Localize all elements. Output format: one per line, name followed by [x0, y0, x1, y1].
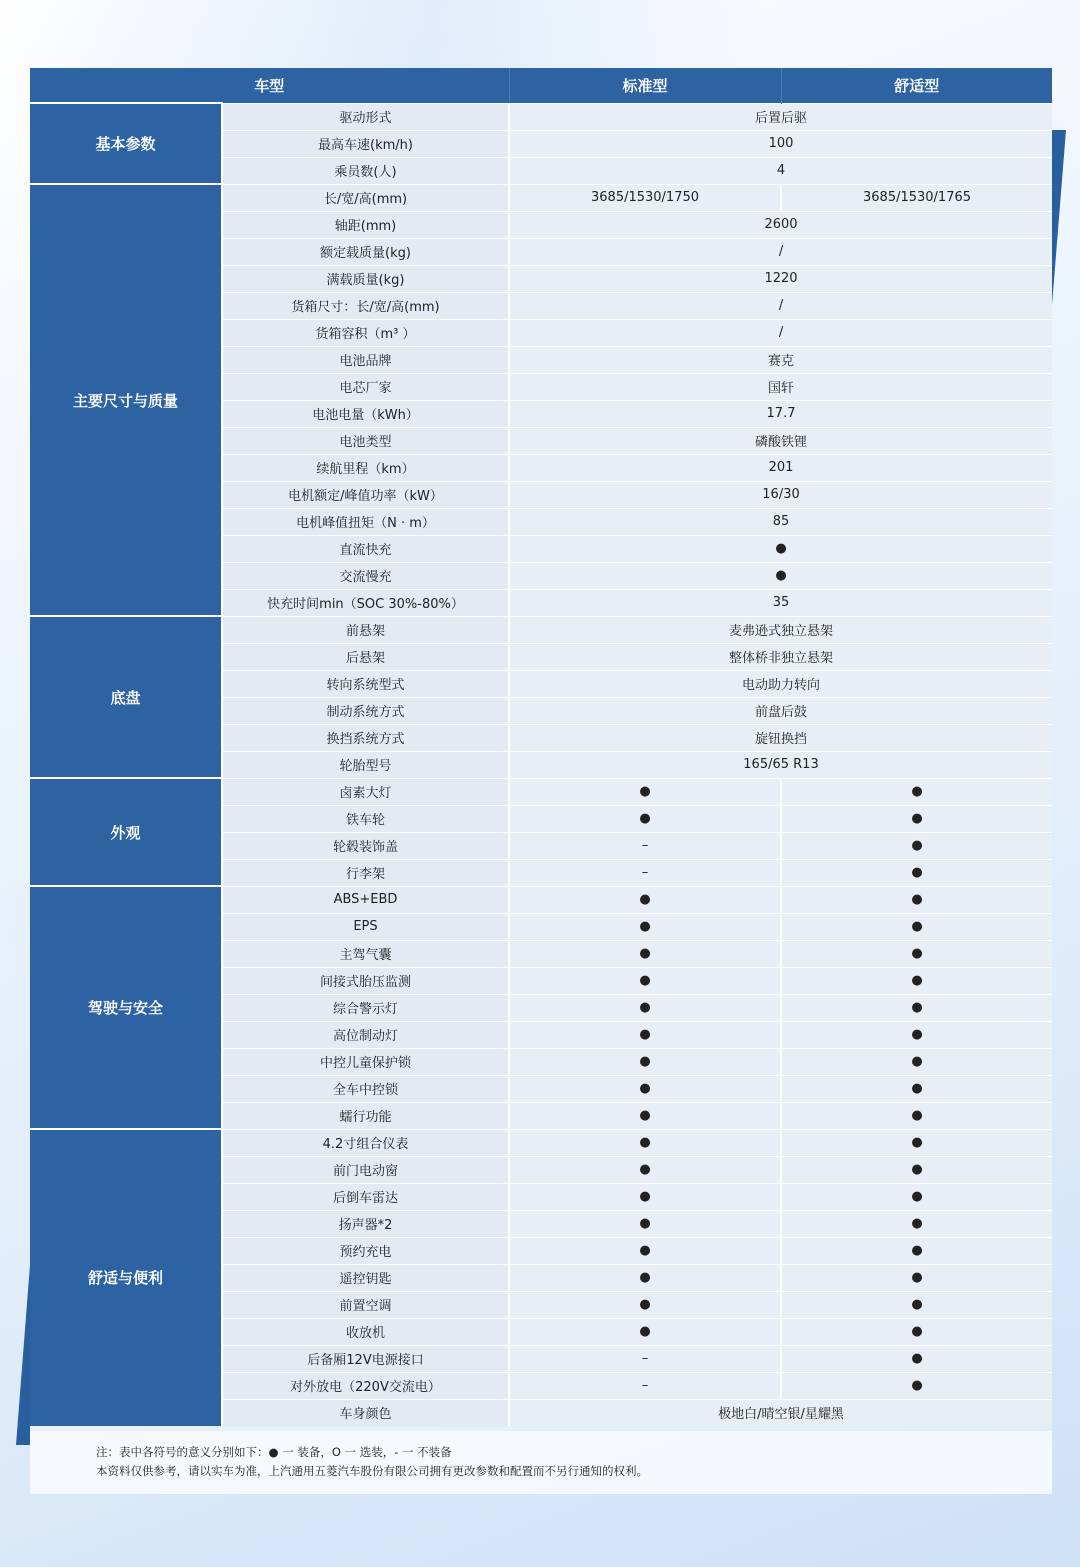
spec-value-comfort: ● [781, 859, 1052, 886]
spec-item-name: 卤素大灯 [222, 778, 509, 805]
spec-value-shared: / [509, 292, 1052, 319]
spec-item-name: 驱动形式 [222, 103, 509, 130]
spec-value-shared: / [509, 238, 1052, 265]
spec-value-shared: ● [509, 535, 1052, 562]
corner-accent-left [16, 1265, 30, 1445]
spec-item-name: 电池品牌 [222, 346, 509, 373]
spec-value-standard: – [509, 832, 781, 859]
spec-item-name: 货箱尺寸：长/宽/高(mm) [222, 292, 509, 319]
spec-value-comfort: ● [781, 886, 1052, 913]
spec-value-comfort: ● [781, 1075, 1052, 1102]
spec-item-name: 电机额定/峰值功率（kW） [222, 481, 509, 508]
category-label: 驾驶与安全 [30, 886, 222, 1129]
spec-value-standard: – [509, 859, 781, 886]
spec-value-shared: 电动助力转向 [509, 670, 1052, 697]
table-row [30, 184, 1052, 211]
footer-notes [30, 1431, 1052, 1494]
spec-table [30, 68, 1052, 1426]
spec-item-name: 前悬架 [222, 616, 509, 643]
spec-item-name: 电池电量（kWh） [222, 400, 509, 427]
spec-value-standard: ● [509, 1237, 781, 1264]
spec-item-name: 前门电动窗 [222, 1156, 509, 1183]
category-label: 外观 [30, 778, 222, 886]
spec-value-comfort: ● [781, 832, 1052, 859]
spec-item-name: 最高车速(km/h) [222, 130, 509, 157]
spec-value-shared: 旋钮换挡 [509, 724, 1052, 751]
spec-value-standard: ● [509, 1048, 781, 1075]
spec-value-comfort: ● [781, 1156, 1052, 1183]
spec-value-shared: 磷酸铁锂 [509, 427, 1052, 454]
spec-item-name: 综合警示灯 [222, 994, 509, 1021]
spec-value-standard: ● [509, 886, 781, 913]
spec-value-comfort: ● [781, 940, 1052, 967]
disclaimer-text: 本资料仅供参考，请以实车为准，上汽通用五菱汽车股份有限公司拥有更改参数和配置而不另行通知的权利。 [96, 1464, 648, 1478]
spec-value-comfort: ● [781, 778, 1052, 805]
spec-value-standard: – [509, 1372, 781, 1399]
background-decoration [0, 0, 1080, 70]
spec-value-shared: / [509, 319, 1052, 346]
spec-item-name: 主驾气囊 [222, 940, 509, 967]
table-row [30, 616, 1052, 643]
spec-item-name: 货箱容积（m³ ） [222, 319, 509, 346]
spec-value-shared: 麦弗逊式独立悬架 [509, 616, 1052, 643]
spec-value-shared: 前盘后鼓 [509, 697, 1052, 724]
spec-value-shared: 17.7 [509, 400, 1052, 427]
spec-value-comfort: ● [781, 1102, 1052, 1129]
header-model: 车型 [30, 68, 509, 103]
spec-value-comfort: ● [781, 1129, 1052, 1156]
spec-value-standard: ● [509, 805, 781, 832]
spec-value-standard: ● [509, 1210, 781, 1237]
spec-value-standard: ● [509, 1021, 781, 1048]
spec-item-name: 前置空调 [222, 1291, 509, 1318]
spec-value-comfort: ● [781, 1318, 1052, 1345]
spec-value-standard: ● [509, 778, 781, 805]
spec-item-name: 电芯厂家 [222, 373, 509, 400]
spec-value-standard: ● [509, 994, 781, 1021]
spec-item-name: 遥控钥匙 [222, 1264, 509, 1291]
spec-value-shared: 国轩 [509, 373, 1052, 400]
spec-value-standard: ● [509, 1102, 781, 1129]
spec-value-shared: 极地白/晴空银/星耀黑 [509, 1399, 1052, 1426]
corner-accent-right [1052, 130, 1066, 305]
spec-item-name: 乘员数(人) [222, 157, 509, 184]
spec-item-name: 扬声器*2 [222, 1210, 509, 1237]
spec-value-comfort: ● [781, 994, 1052, 1021]
spec-value-comfort: ● [781, 1264, 1052, 1291]
spec-value-shared: 4 [509, 157, 1052, 184]
spec-item-name: 蠕行功能 [222, 1102, 509, 1129]
spec-item-name: 交流慢充 [222, 562, 509, 589]
category-label: 舒适与便利 [30, 1129, 222, 1426]
spec-item-name: 转向系统型式 [222, 670, 509, 697]
spec-item-name: 续航里程（km） [222, 454, 509, 481]
spec-item-name: 直流快充 [222, 535, 509, 562]
spec-value-comfort: ● [781, 1291, 1052, 1318]
spec-value-comfort: ● [781, 1210, 1052, 1237]
spec-item-name: 快充时间min（SOC 30%-80%） [222, 589, 509, 616]
spec-value-comfort: ● [781, 967, 1052, 994]
spec-value-standard: – [509, 1345, 781, 1372]
spec-value-shared: 2600 [509, 211, 1052, 238]
spec-item-name: 额定载质量(kg) [222, 238, 509, 265]
spec-value-shared: 100 [509, 130, 1052, 157]
table-row [30, 103, 1052, 130]
category-label: 基本参数 [30, 103, 222, 184]
spec-value-comfort: ● [781, 1345, 1052, 1372]
spec-value-standard: ● [509, 1264, 781, 1291]
spec-value-comfort: 3685/1530/1765 [781, 184, 1052, 211]
spec-value-shared: 85 [509, 508, 1052, 535]
spec-value-standard: ● [509, 967, 781, 994]
spec-item-name: 对外放电（220V交流电） [222, 1372, 509, 1399]
spec-value-standard: 3685/1530/1750 [509, 184, 781, 211]
spec-item-name: 车身颜色 [222, 1399, 509, 1426]
spec-value-comfort: ● [781, 1372, 1052, 1399]
spec-value-comfort: ● [781, 1183, 1052, 1210]
spec-item-name: 换挡系统方式 [222, 724, 509, 751]
spec-value-comfort: ● [781, 1237, 1052, 1264]
spec-item-name: 电机峰值扭矩（N · m） [222, 508, 509, 535]
spec-value-shared: 整体桥非独立悬架 [509, 643, 1052, 670]
spec-item-name: 轮胎型号 [222, 751, 509, 778]
spec-value-shared: 1220 [509, 265, 1052, 292]
header-comfort: 舒适型 [781, 68, 1052, 103]
spec-item-name: 4.2寸组合仪表 [222, 1129, 509, 1156]
spec-value-shared: 201 [509, 454, 1052, 481]
spec-value-standard: ● [509, 1075, 781, 1102]
table-row [30, 886, 1052, 913]
spec-item-name: EPS [222, 913, 509, 940]
spec-item-name: 全车中控锁 [222, 1075, 509, 1102]
spec-value-standard: ● [509, 1291, 781, 1318]
spec-item-name: 制动系统方式 [222, 697, 509, 724]
spec-item-name: 间接式胎压监测 [222, 967, 509, 994]
spec-value-standard: ● [509, 1156, 781, 1183]
category-label: 主要尺寸与质量 [30, 184, 222, 616]
table-header-row [30, 68, 1052, 103]
spec-item-name: ABS+EBD [222, 886, 509, 913]
spec-value-standard: ● [509, 1183, 781, 1210]
spec-value-comfort: ● [781, 913, 1052, 940]
spec-value-standard: ● [509, 1129, 781, 1156]
table-row [30, 1129, 1052, 1156]
spec-item-name: 铁车轮 [222, 805, 509, 832]
spec-value-shared: 赛克 [509, 346, 1052, 373]
spec-value-shared: ● [509, 562, 1052, 589]
spec-value-shared: 165/65 R13 [509, 751, 1052, 778]
spec-item-name: 轴距(mm) [222, 211, 509, 238]
spec-value-standard: ● [509, 1318, 781, 1345]
spec-item-name: 中控儿童保护锁 [222, 1048, 509, 1075]
table-row [30, 778, 1052, 805]
spec-table-body [30, 103, 1052, 1426]
spec-item-name: 满载质量(kg) [222, 265, 509, 292]
spec-value-shared: 35 [509, 589, 1052, 616]
spec-item-name: 收放机 [222, 1318, 509, 1345]
spec-item-name: 行李架 [222, 859, 509, 886]
spec-item-name: 后倒车雷达 [222, 1183, 509, 1210]
spec-value-comfort: ● [781, 805, 1052, 832]
spec-value-shared: 后置后驱 [509, 103, 1052, 130]
spec-item-name: 长/宽/高(mm) [222, 184, 509, 211]
spec-value-comfort: ● [781, 1021, 1052, 1048]
spec-value-standard: ● [509, 940, 781, 967]
spec-value-shared: 16/30 [509, 481, 1052, 508]
header-standard: 标准型 [509, 68, 781, 103]
spec-item-name: 后备厢12V电源接口 [222, 1345, 509, 1372]
spec-item-name: 后悬架 [222, 643, 509, 670]
spec-item-name: 预约充电 [222, 1237, 509, 1264]
category-label: 底盘 [30, 616, 222, 778]
spec-item-name: 轮毂装饰盖 [222, 832, 509, 859]
spec-item-name: 电池类型 [222, 427, 509, 454]
symbol-legend-note: 注：表中各符号的意义分别如下：● 一 装备，O 一 选装，- 一 不装备 [96, 1445, 452, 1459]
spec-value-comfort: ● [781, 1048, 1052, 1075]
spec-item-name: 高位制动灯 [222, 1021, 509, 1048]
spec-value-standard: ● [509, 913, 781, 940]
